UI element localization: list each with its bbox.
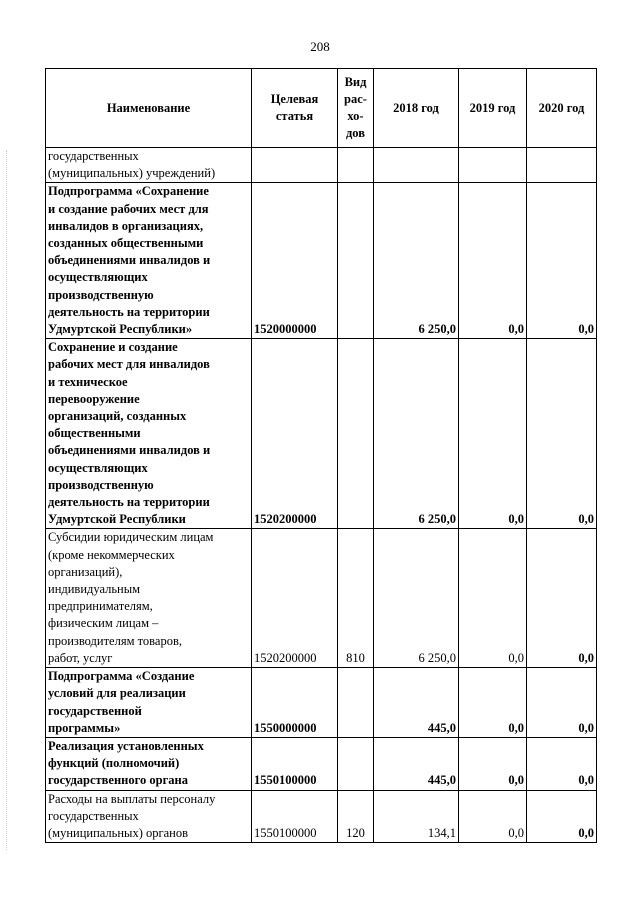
- row-2019: 0,0: [459, 339, 527, 529]
- name-line: осуществляющих: [48, 270, 148, 285]
- header-code-line: статья: [275, 109, 314, 123]
- name-line: и создание рабочих мест для: [48, 201, 209, 216]
- row-type: [338, 668, 374, 738]
- row-2018: 134,1: [374, 790, 459, 843]
- name-line: (муниципальных) органов: [48, 825, 189, 840]
- row-type: [338, 148, 374, 183]
- name-line: организаций),: [48, 564, 123, 579]
- header-type-line: хо-: [347, 109, 364, 123]
- header-2020: 2020 год: [527, 69, 597, 148]
- row-2020: 0,0: [527, 339, 597, 529]
- row-name: [46, 668, 252, 738]
- name-line: перевооружение: [48, 391, 140, 406]
- row-2019: 0,0: [459, 183, 527, 339]
- row-code: 1520200000: [252, 339, 338, 529]
- row-name: [46, 339, 252, 529]
- row-2020: 0,0: [527, 529, 597, 668]
- row-2019: 0,0: [459, 668, 527, 738]
- header-2018: 2018 год: [374, 69, 459, 148]
- name-line: Подпрограмма «Создание: [48, 669, 195, 684]
- budget-table: [45, 68, 597, 843]
- row-2020: 0,0: [527, 183, 597, 339]
- header-type: [338, 69, 374, 148]
- name-line: деятельность на территории: [48, 495, 210, 510]
- name-line: государственной: [48, 703, 142, 718]
- name-line: общественными: [48, 426, 141, 441]
- row-2019: [459, 148, 527, 183]
- name-line: инвалидов в организациях,: [48, 218, 204, 233]
- name-line: физическим лицам –: [48, 616, 159, 631]
- row-2018: 6 250,0: [374, 339, 459, 529]
- name-line: Субсидии юридическим лицам: [48, 530, 214, 545]
- name-line: Подпрограмма «Сохранение: [48, 184, 209, 199]
- row-2020: 0,0: [527, 668, 597, 738]
- row-2018: [374, 148, 459, 183]
- name-line: функций (полномочий): [48, 756, 180, 771]
- table-row: [46, 737, 597, 790]
- row-2018: 445,0: [374, 737, 459, 790]
- name-line: государственных: [48, 808, 139, 823]
- row-2020: [527, 148, 597, 183]
- header-code-line: Целевая: [270, 92, 319, 106]
- row-code: 1550000000: [252, 668, 338, 738]
- name-line: созданных общественными: [48, 236, 204, 251]
- name-line: предпринимателям,: [48, 599, 153, 614]
- row-type: [338, 339, 374, 529]
- row-name: [46, 529, 252, 668]
- name-line: индивидуальным: [48, 582, 141, 597]
- name-line: государственных: [48, 149, 139, 163]
- name-line: рабочих мест для инвалидов: [48, 357, 210, 372]
- name-line: Удмуртской Республики»: [48, 322, 193, 337]
- name-line: государственного органа: [48, 773, 188, 788]
- row-name: [46, 183, 252, 339]
- row-2019: 0,0: [459, 790, 527, 843]
- row-name: [46, 148, 252, 183]
- row-2018: 6 250,0: [374, 183, 459, 339]
- name-line: организаций, созданных: [48, 409, 187, 424]
- table-row: [46, 148, 597, 183]
- row-code: 1520200000: [252, 529, 338, 668]
- row-2018: 445,0: [374, 668, 459, 738]
- name-line: объединениями инвалидов и: [48, 253, 211, 268]
- row-type: [338, 183, 374, 339]
- name-line: (муниципальных) учреждений): [48, 166, 216, 181]
- row-type: 810: [338, 529, 374, 668]
- table-row: [46, 529, 597, 668]
- table-header-row: [46, 69, 597, 148]
- header-2019: 2019 год: [459, 69, 527, 148]
- row-name: [46, 737, 252, 790]
- table-row: [46, 668, 597, 738]
- row-2020: 0,0: [527, 790, 597, 843]
- name-line: (кроме некоммерческих: [48, 547, 175, 562]
- name-line: объединениями инвалидов и: [48, 443, 211, 458]
- name-line: Сохранение и создание: [48, 340, 178, 355]
- row-code: 1550100000: [252, 737, 338, 790]
- name-line: Удмуртской Республики: [48, 512, 186, 527]
- scan-margin-marks: [6, 150, 9, 850]
- name-line: деятельность на территории: [48, 304, 210, 319]
- header-code: [252, 69, 338, 148]
- page-number: 208: [310, 39, 330, 54]
- header-type-line: дов: [345, 126, 365, 140]
- name-line: производственную: [48, 477, 154, 492]
- row-code: 1520000000: [252, 183, 338, 339]
- name-line: производителям товаров,: [48, 633, 182, 648]
- name-line: программы»: [48, 720, 121, 735]
- name-line: условий для реализации: [48, 686, 186, 701]
- table-row: [46, 183, 597, 339]
- name-line: Расходы на выплаты персоналу: [48, 791, 216, 806]
- table-row: [46, 790, 597, 843]
- name-line: осуществляющих: [48, 460, 148, 475]
- name-line: работ, услуг: [48, 650, 113, 665]
- row-type: [338, 737, 374, 790]
- header-type-line: Вид: [344, 75, 367, 89]
- name-line: Реализация установленных: [48, 738, 204, 753]
- row-2020: 0,0: [527, 737, 597, 790]
- row-2019: 0,0: [459, 529, 527, 668]
- header-name: Наименование: [46, 69, 252, 148]
- name-line: и техническое: [48, 374, 128, 389]
- row-2019: 0,0: [459, 737, 527, 790]
- row-code: 1550100000: [252, 790, 338, 843]
- row-code: [252, 148, 338, 183]
- name-line: производственную: [48, 287, 154, 302]
- table-row: [46, 339, 597, 529]
- header-type-line: рас-: [344, 92, 367, 106]
- row-type: 120: [338, 790, 374, 843]
- row-name: [46, 790, 252, 843]
- row-2018: 6 250,0: [374, 529, 459, 668]
